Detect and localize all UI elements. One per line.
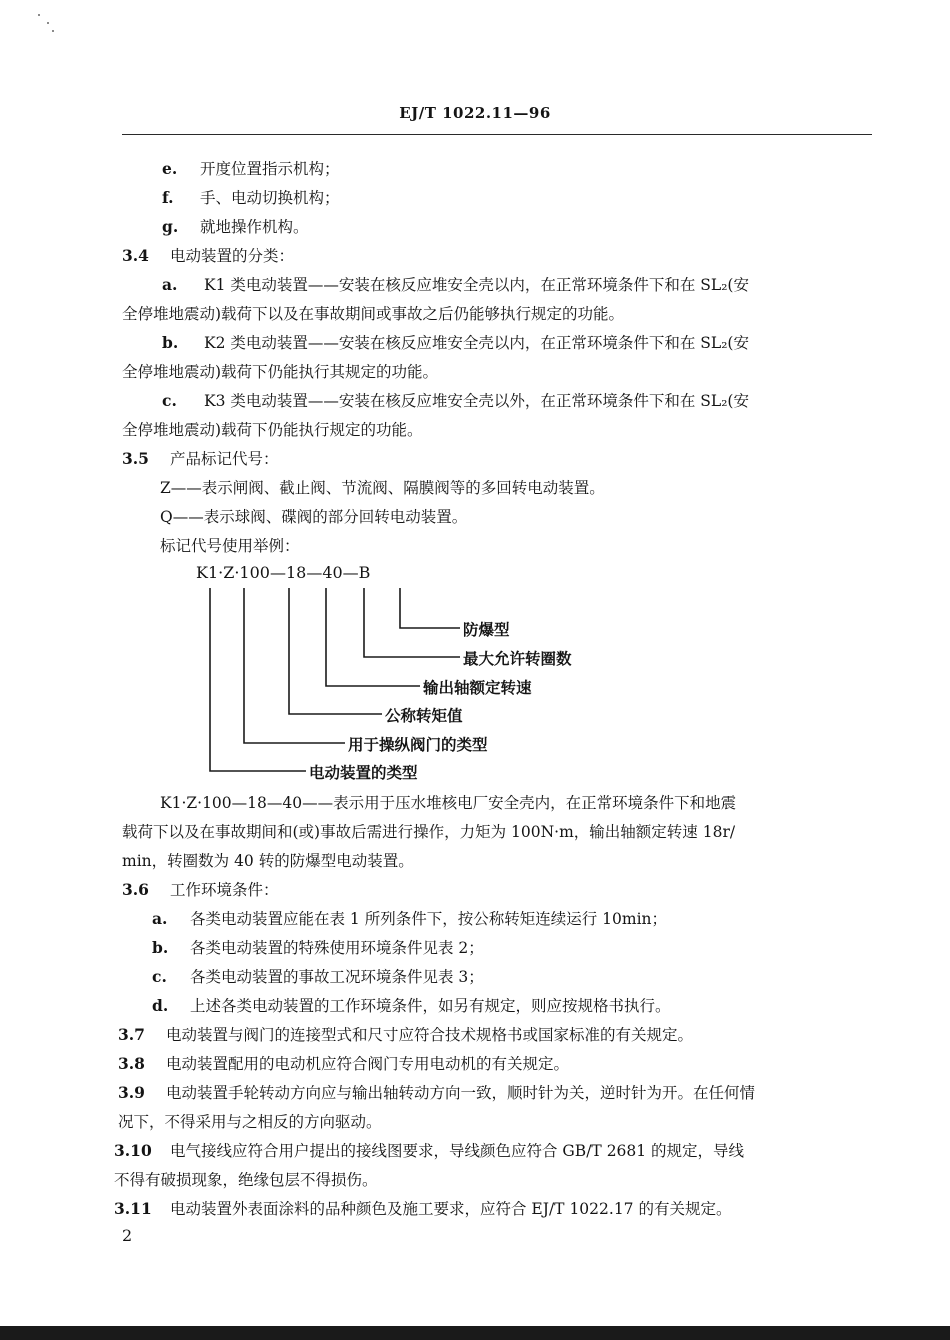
section-3-6-heading [122,878,279,900]
list-item [152,936,484,958]
section-title: 产品标记代号： [170,450,279,468]
section-3-7 [118,1023,693,1045]
bracket-valve-type [244,588,345,743]
section-title: 工作环境条件： [170,881,279,899]
item-marker: b. [152,938,169,957]
section-number: 3.4 [122,246,149,265]
code-z-definition: Z——表示闸阀、截止阀、节流阀、隔膜阀等的多回转电动装置。 [160,479,605,497]
item-text: 手、电动切换机构； [200,189,340,207]
list-item [152,907,667,929]
section-text: 电动装置手轮转动方向应与输出轴转动方向一致，顺时针为关，逆时针为开。在任何情 [166,1084,756,1102]
label-nominal-torque: 公称转矩值 [385,706,463,725]
section-3-10-continuation: 不得有破损现象，绝缘包层不得损伤。 [114,1171,378,1189]
example-explanation-line3: min，转圈数为 40 转的防爆型电动装置。 [122,852,414,870]
example-explanation-line1: K1·Z·100—18—40——表示用于压水堆核电厂安全壳内，在正常环境条件下和地震 [160,794,737,812]
label-explosion-proof: 防爆型 [463,620,510,639]
label-output-speed: 输出轴额定转速 [423,678,532,697]
item-marker: a. [152,909,168,928]
document-code-header: EJ/T 1022.11—96 [399,104,551,122]
section-number: 3.7 [118,1025,145,1044]
label-device-type: 电动装置的类型 [309,763,418,782]
section-3-10 [114,1139,744,1161]
section-title: 电动装置的分类： [170,247,295,265]
code-q-definition: Q——表示球阀、碟阀的部分回转电动装置。 [160,508,468,526]
item-marker: d. [152,996,169,1015]
bracket-torque [289,588,382,714]
list-item [152,965,484,987]
item-text: K3 类电动装置——安装在核反应堆安全壳以外，在正常环境条件下和在 SL₂(安 [204,392,749,410]
item-text: K2 类电动装置——安装在核反应堆安全壳以内，在正常环境条件下和在 SL₂(安 [204,334,749,352]
item-marker: a. [162,275,178,294]
list-item [152,994,671,1016]
item-text: 开度位置指示机构； [200,160,340,178]
section-text: 电动装置外表面涂料的品种颜色及施工要求，应符合 EJ/T 1022.17 的有关规定。 [170,1200,732,1218]
bracket-speed [326,588,420,686]
item-marker: b. [162,333,179,352]
scan-edge-shadow [0,1326,950,1340]
example-code: K1·Z·100—18—40—B [196,563,371,582]
item-text: 上述各类电动装置的工作环境条件，如另有规定，则应按规格书执行。 [190,997,671,1015]
item-marker: f. [162,188,174,207]
section-3-11 [114,1197,731,1219]
section-3-9-continuation: 况下，不得采用与之相反的方向驱动。 [118,1113,382,1131]
section-text: 电动装置与阀门的连接型式和尺寸应符合技术规格书或国家标准的有关规定。 [166,1026,694,1044]
item-text: 各类电动装置应能在表 1 所列条件下，按公称转矩连续运行 10min； [190,910,668,928]
section-number: 3.11 [114,1199,152,1218]
example-explanation-line2: 载荷下以及在事故期间和(或)事故后需进行操作，力矩为 100N·m，输出轴额定转速 18r/ [122,823,736,841]
item-marker: e. [162,159,178,178]
bracket-max-turns [364,588,460,657]
item-text: 各类电动装置的特殊使用环境条件见表 2； [190,939,484,957]
item-continuation: 全停堆地震动)载荷下仍能执行其规定的功能。 [122,363,439,381]
section-3-8 [118,1052,569,1074]
section-number: 3.5 [122,449,149,468]
section-3-9 [118,1081,755,1103]
item-marker: g. [162,217,179,236]
item-text: 各类电动装置的事故工况环境条件见表 3； [190,968,484,986]
item-marker: c. [152,967,167,986]
section-number: 3.10 [114,1141,152,1160]
label-max-turns: 最大允许转圈数 [463,649,572,668]
section-number: 3.9 [118,1083,145,1102]
example-title: 标记代号使用举例： [160,537,300,555]
section-number: 3.8 [118,1054,145,1073]
item-marker: c. [162,391,177,410]
section-number: 3.6 [122,880,149,899]
section-text: 电动装置配用的电动机应符合阀门专用电动机的有关规定。 [166,1055,570,1073]
item-continuation: 全停堆地震动)载荷下仍能执行规定的功能。 [122,421,423,439]
item-continuation: 全停堆地震动)载荷下以及在事故期间或事故之后仍能够执行规定的功能。 [122,305,625,323]
label-valve-type: 用于操纵阀门的类型 [348,735,488,754]
section-text: 电气接线应符合用户提出的接线图要求，导线颜色应符合 GB/T 2681 的规定，导线 [170,1142,745,1160]
item-text: K1 类电动装置——安装在核反应堆安全壳以内，在正常环境条件下和在 SL₂(安 [204,276,749,294]
page-number: 2 [122,1226,133,1245]
bracket-explosion [400,588,460,628]
item-text: 就地操作机构。 [200,218,309,236]
